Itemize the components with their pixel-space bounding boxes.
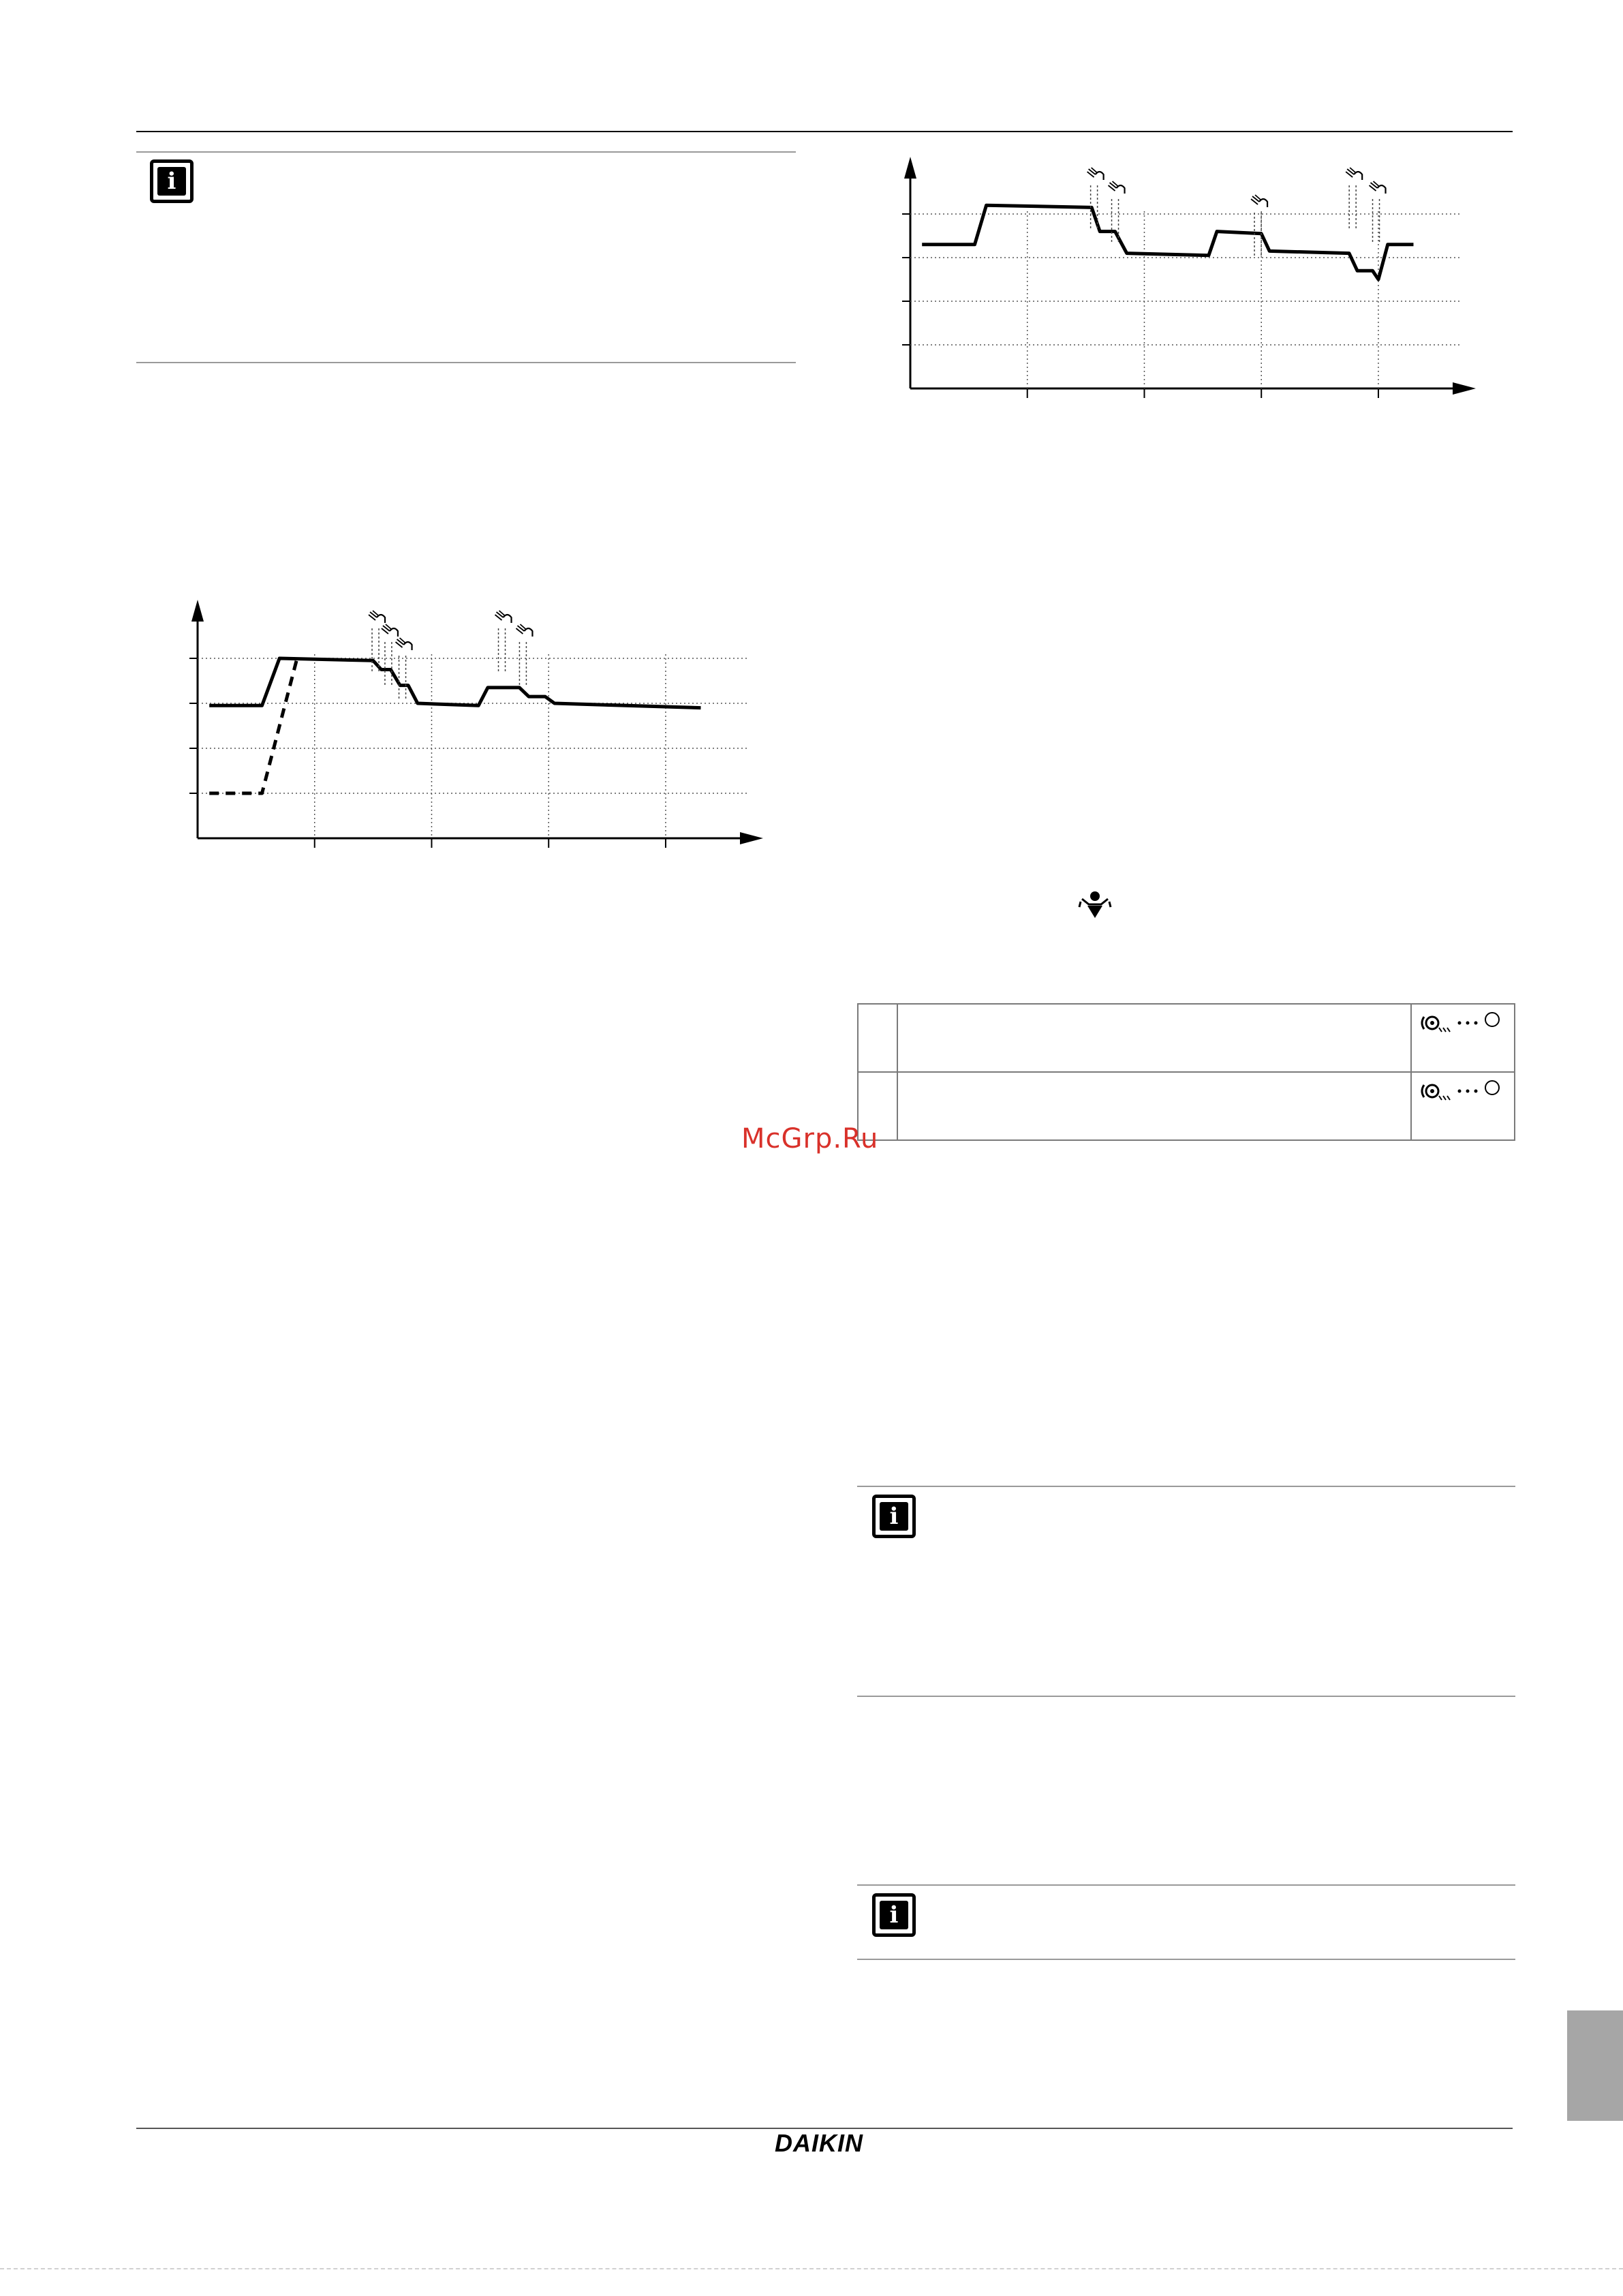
info-icon: i [150,159,194,203]
row-text [897,1072,1411,1140]
x-axis-arrow [1453,382,1476,395]
y-axis-arrow [904,157,916,179]
info-note-top-rule [136,151,796,153]
watermark-text: McGrp.Ru [741,1123,879,1154]
shower-icon [516,624,532,637]
info-icon: i [872,1893,916,1937]
chapter-side-tab [1567,2010,1623,2121]
header-rule [136,131,1513,132]
shower-icon [1109,181,1125,194]
table-row [858,1004,1515,1072]
brand-logo: DAIKIN [775,2129,863,2157]
settings-table [857,1003,1515,1141]
occupancy-icon [1078,889,1112,921]
info-note-top-rule [857,1884,1515,1886]
shower-icon [1370,181,1386,194]
table-row [858,1072,1515,1140]
shower-icon [1346,168,1362,180]
info-note-top-rule [857,1486,1515,1487]
shower-icon [369,611,385,623]
info-note-bottom-rule [857,1959,1515,1960]
series-line [209,658,700,708]
series-line-dashed [209,658,297,793]
temperature-chart-left [177,593,770,866]
remote-icon [1411,1072,1515,1140]
info-note-bottom-rule [857,1696,1515,1697]
series-line [922,205,1413,279]
row-index [858,1004,897,1072]
temperature-chart-right [890,150,1483,416]
info-note-bottom-rule [136,362,796,363]
shower-icon [495,611,512,623]
shower-icon [1087,168,1104,180]
x-axis-arrow [740,832,763,844]
info-icon: i [872,1495,916,1538]
remote-icon [1411,1004,1515,1072]
shower-icon [1251,195,1267,207]
page-edge-strip [0,2268,1623,2269]
y-axis-arrow [191,600,204,622]
shower-icon [382,624,398,637]
shower-icon [396,638,412,650]
row-text [897,1004,1411,1072]
